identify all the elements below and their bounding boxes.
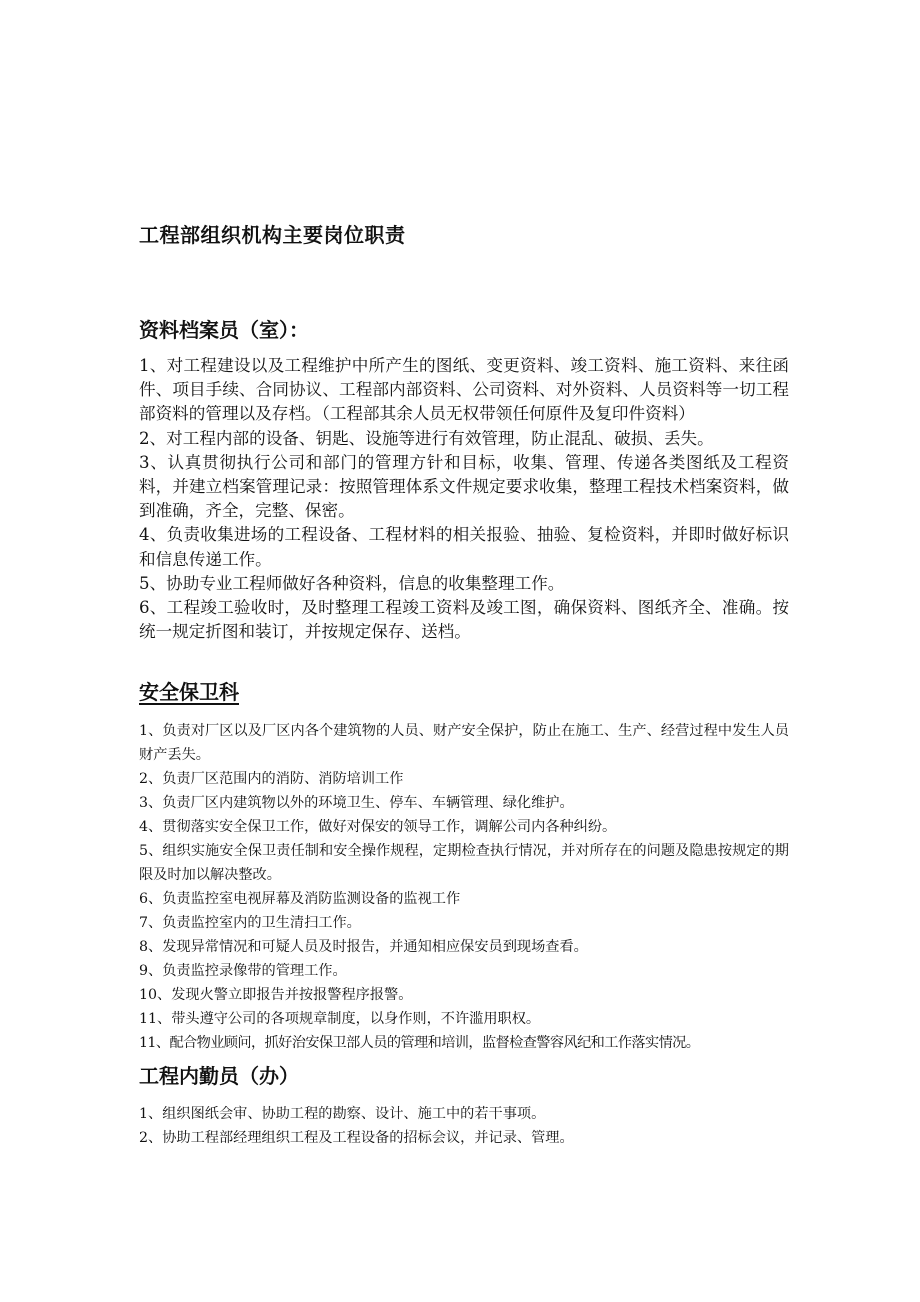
duty-item: 2、对工程内部的设备、钥匙、设施等进行有效管理，防止混乱、破损、丢失。 <box>139 428 714 448</box>
duty-item: 2、负责厂区范围内的消防、消防培训工作 <box>139 771 404 787</box>
duty-item: 1、对工程建设以及工程维护中所产生的图纸、变更资料、竣工资料、施工资料、来往函件、项目手续、合同协议、工程部内部资料、公司资料、对外资料、人员资料等一切工程部资料的管理以及存档。（工程部其余人员无权带领任何原件及复印件资料） <box>139 356 789 424</box>
duty-item: 10、发现火警立即报告并按报警程序报警。 <box>139 987 413 1003</box>
section-heading: 资料档案员（室）： <box>139 318 309 342</box>
duty-item: 1、组织图纸会审、协助工程的勘察、设计、施工中的若干事项。 <box>139 1106 546 1122</box>
section-heading: 工程内勤员（办） <box>139 1064 299 1088</box>
section-security <box>139 678 789 1055</box>
duty-item: 4、贯彻落实安全保卫工作，做好对保安的领导工作，调解公司内各种纠纷。 <box>139 819 617 835</box>
duty-item: 3、认真贯彻执行公司和部门的管理方针和目标，收集、管理、传递各类图纸及工程资料，并建立档案管理记录：按照管理体系文件规定要求收集，整理工程技术档案资料，做到准确，齐全，完整、保密。 <box>139 452 789 521</box>
duty-item: 8、发现异常情况和可疑人员及时报告，并通知相应保安员到现场查看。 <box>139 939 588 955</box>
duty-item: 1、负责对厂区以及厂区内各个建筑物的人员、财产安全保护，防止在施工、生产、经营过程中发生人员财产丢失。 <box>139 723 789 763</box>
duty-item: 4、负责收集进场的工程设备、工程材料的相关报验、抽验、复检资料，并即时做好标识和信息传递工作。 <box>139 525 789 569</box>
duty-list <box>139 1102 789 1150</box>
section-office-clerk <box>139 1062 789 1150</box>
duty-item: 5、组织实施安全保卫责任制和安全操作规程，定期检查执行情况，并对所存在的问题及隐患按规定的期限及时加以解决整改。 <box>139 843 789 883</box>
document-title: 工程部组织机构主要岗位职责 <box>139 223 406 247</box>
duty-item: 11、带头遵守公司的各项规章制度，以身作则，不许滥用职权。 <box>139 1011 541 1027</box>
duty-item: 9、负责监控录像带的管理工作。 <box>139 963 347 979</box>
duty-item: 2、协助工程部经理组织工程及工程设备的招标会议，并记录、管理。 <box>139 1130 574 1146</box>
duty-item: 11、配合物业顾问，抓好治安保卫部人员的管理和培训，监督检查警容风纪和工作落实情况。 <box>139 1035 700 1051</box>
duty-item: 6、负责监控室电视屏幕及消防监测设备的监视工作 <box>139 891 461 907</box>
duty-item: 6、工程竣工验收时，及时整理工程竣工资料及竣工图，确保资料、图纸齐全、准确。按统一规定折图和装订，并按规定保存、送档。 <box>139 598 789 642</box>
section-archivist <box>139 316 789 644</box>
section-heading: 安全保卫科 <box>139 680 239 704</box>
duty-item: 5、协助专业工程师做好各种资料，信息的收集整理工作。 <box>139 573 565 593</box>
duty-item: 3、负责厂区内建筑物以外的环境卫生、停车、车辆管理、绿化维护。 <box>139 795 574 811</box>
duty-list <box>139 719 789 1055</box>
duty-item: 7、负责监控室内的卫生清扫工作。 <box>139 915 361 931</box>
duty-list <box>139 354 789 644</box>
